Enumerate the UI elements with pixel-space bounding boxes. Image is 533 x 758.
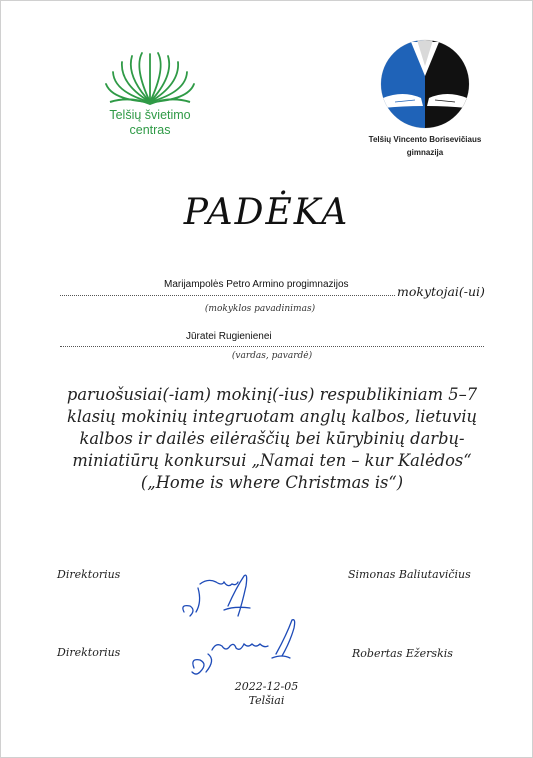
left-logo-text-line2: centras [129,123,171,137]
signature-icon [186,612,302,682]
teacher-name-value: Jūratei Rugienienei [186,331,272,342]
teacher-caption: (vardas, pavardė) [231,351,313,361]
left-logo-text-line1: Telšių švietimo [109,108,191,122]
signature-1-role: Direktorius [57,568,121,581]
right-logo-text-line1: Telšių Vincento Borisevičiaus [368,135,482,144]
school-name-value: Marijampolės Petro Armino progimnazijos [164,279,349,290]
signature-2-name: Robertas Ežerskis [352,647,453,660]
school-suffix: mokytojai(-ui) [397,284,485,299]
body-line-3: kalbos ir dailės eilėraščių bei kūrybinių darbų- [79,429,465,448]
hands-emblem-icon [377,36,473,132]
issue-place: Telšiai [248,694,285,707]
right-logo-text-line2: gimnazija [406,148,444,157]
telsiu-svietimo-centras-logo [95,48,205,138]
school-caption: (mokyklos pavadinimas) [204,304,316,314]
body-line-5: („Home is where Christmas is“) [140,473,404,492]
teacher-fill-line [60,334,484,347]
signature-1-name: Simonas Baliutavičius [348,568,471,581]
issue-date: 2022-12-05 [234,680,299,693]
open-book-icon [104,48,196,108]
body-paragraph [62,384,482,494]
certificate-title: PADĖKA [183,192,350,233]
body-line-2: klasių mokinių integruotam anglų kalbos, lietuvių [66,407,478,426]
signature-2-role: Direktorius [57,646,121,659]
body-line-1: paruošusiai(-iam) mokinį(-ius) respublikiniam 5–7 [66,385,478,404]
body-line-4: miniatiūrų konkursui „Namai ten – kur Kalėdos“ [72,451,472,470]
gimnazija-logo [360,36,490,158]
